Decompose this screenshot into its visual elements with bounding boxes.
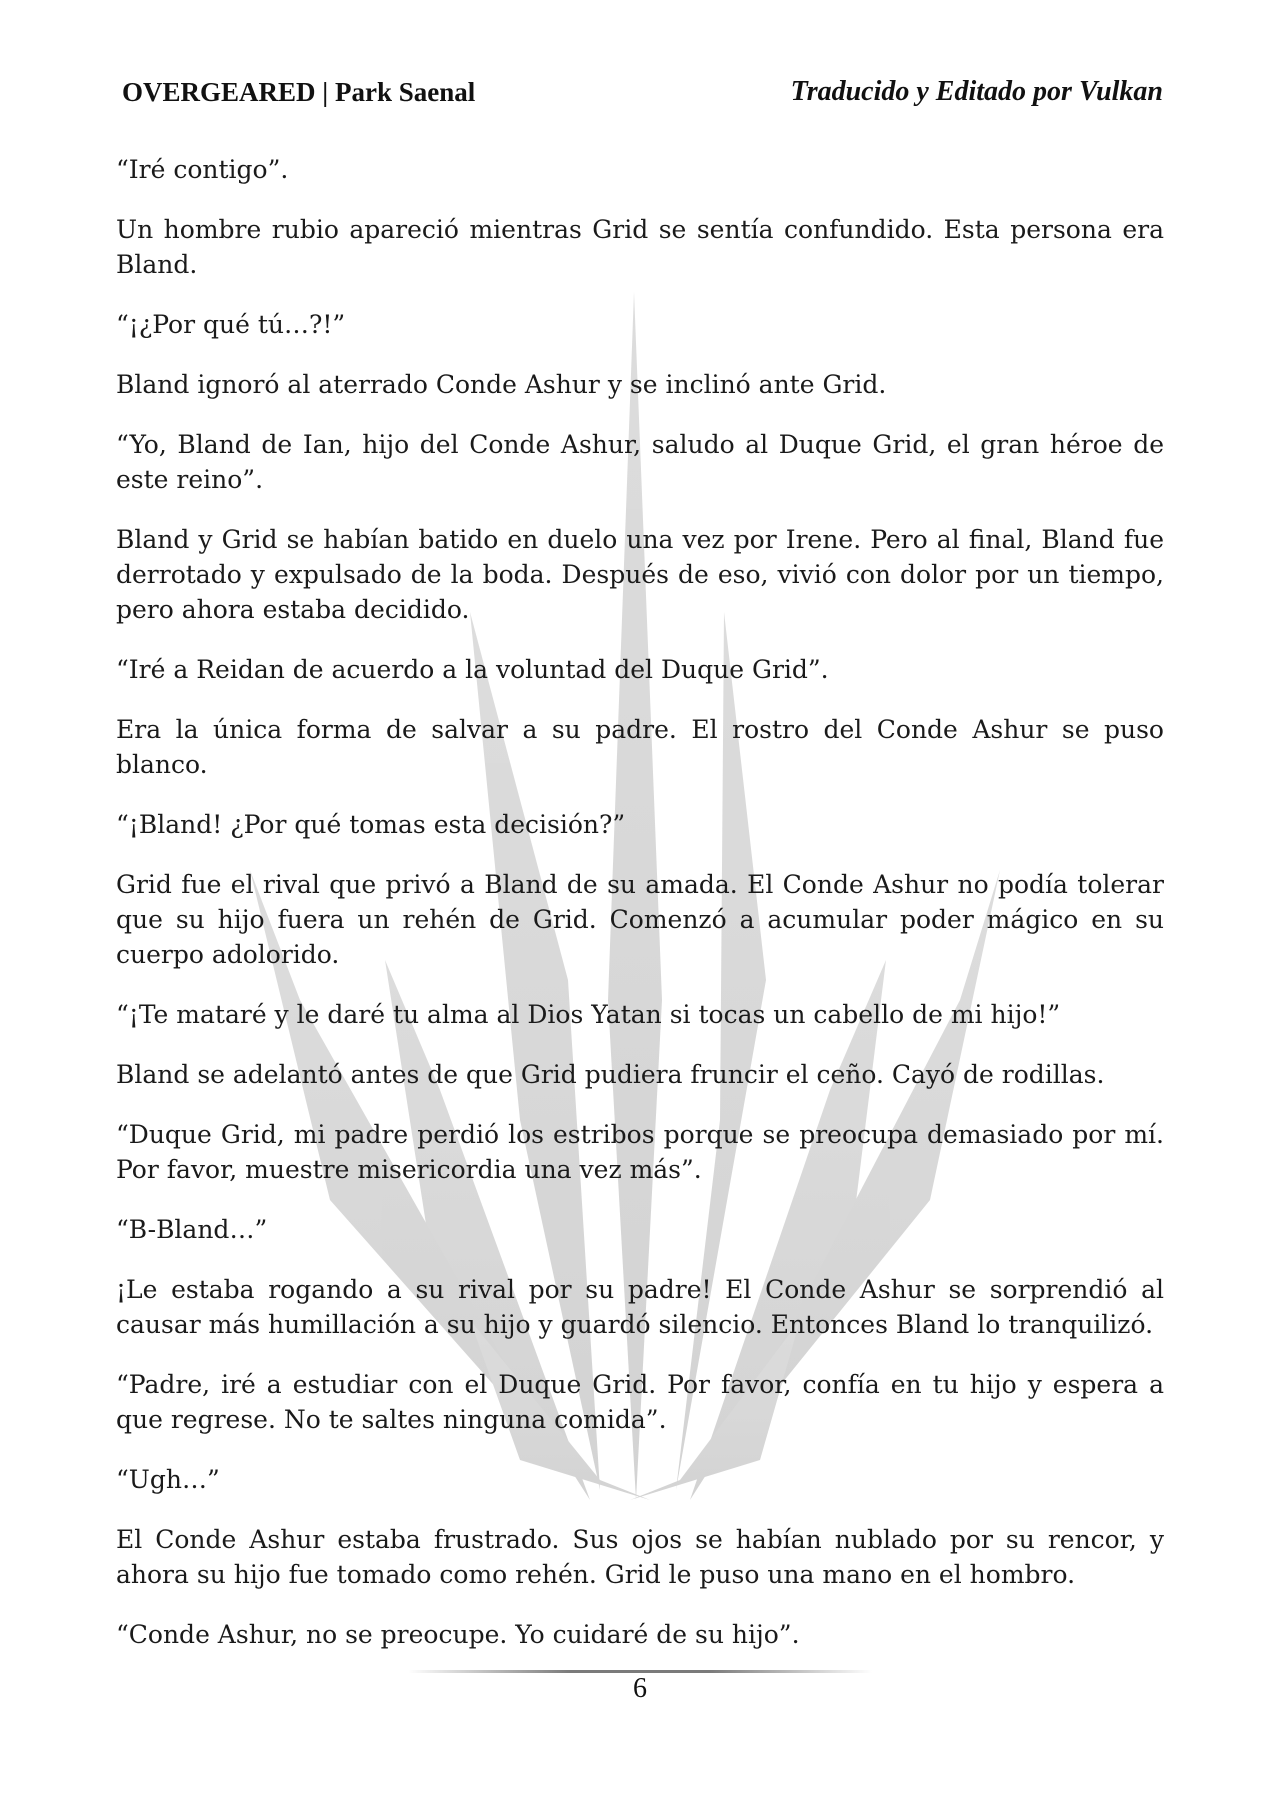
paragraph: “Ugh…” [116,1465,220,1494]
paragraph: “Yo, Bland de Ian, hijo del Conde Ashur, saludo al Duque Grid, el gran héroe de este reino”. [116,430,1164,494]
paragraph: Un hombre rubio apareció mientras Grid se sentía confundido. Esta persona era Bland. [116,215,1164,279]
paragraph: Era la única forma de salvar a su padre. El rostro del Conde Ashur se puso blanco. [116,715,1164,779]
header-translator-credit: Traducido y Editado por Vulkan [790,76,1163,107]
page-header [122,72,1163,112]
paragraph: “Iré a Reidan de acuerdo a la voluntad del Duque Grid”. [116,655,829,684]
paragraph: ¡Le estaba rogando a su rival por su padre! El Conde Ashur se sorprendió al causar más humillación a su hijo y guardó silencio. Entonces Bland lo tranquilizó. [116,1275,1164,1339]
paragraph: “Duque Grid, mi padre perdió los estribos porque se preocupa demasiado por mí. Por favor, muestre misericordia una vez más”. [116,1120,1164,1184]
paragraph: Grid fue el rival que privó a Bland de su amada. El Conde Ashur no podía tolerar que su hijo fuera un rehén de Grid. Comenzó a acumular poder mágico en su cuerpo adolorido. [116,870,1164,969]
paragraph: “Padre, iré a estudiar con el Duque Grid. Por favor, confía en tu hijo y espera a que regrese. No te saltes ninguna comida”. [116,1370,1164,1434]
paragraph: El Conde Ashur estaba frustrado. Sus ojos se habían nublado por su rencor, y ahora su hijo fue tomado como rehén. Grid le puso una mano en el hombro. [116,1525,1164,1589]
header-title: OVERGEARED | Park Saenal [122,76,476,107]
paragraph: “¡Bland! ¿Por qué tomas esta decisión?” [116,810,626,839]
paragraph: “B-Bland…” [116,1215,268,1244]
paragraph: “¡¿Por qué tú…?!” [116,310,346,339]
page-body [116,152,1164,1677]
paragraph: Bland ignoró al aterrado Conde Ashur y se inclinó ante Grid. [116,370,887,399]
paragraph: Bland se adelantó antes de que Grid pudiera fruncir el ceño. Cayó de rodillas. [116,1060,1105,1089]
paragraph: “Iré contigo”. [116,155,289,184]
paragraph: Bland y Grid se habían batido en duelo una vez por Irene. Pero al final, Bland fue derrotado y expulsado de la boda. Después de eso, vivió con dolor por un tiempo, pero ahora estaba decidido. [116,525,1164,624]
paragraph: “Conde Ashur, no se preocupe. Yo cuidaré de su hijo”. [116,1620,800,1649]
page-number: 6 [633,1673,647,1704]
paragraph: “¡Te mataré y le daré tu alma al Dios Yatan si tocas un cabello de mi hijo!” [116,1000,1061,1029]
